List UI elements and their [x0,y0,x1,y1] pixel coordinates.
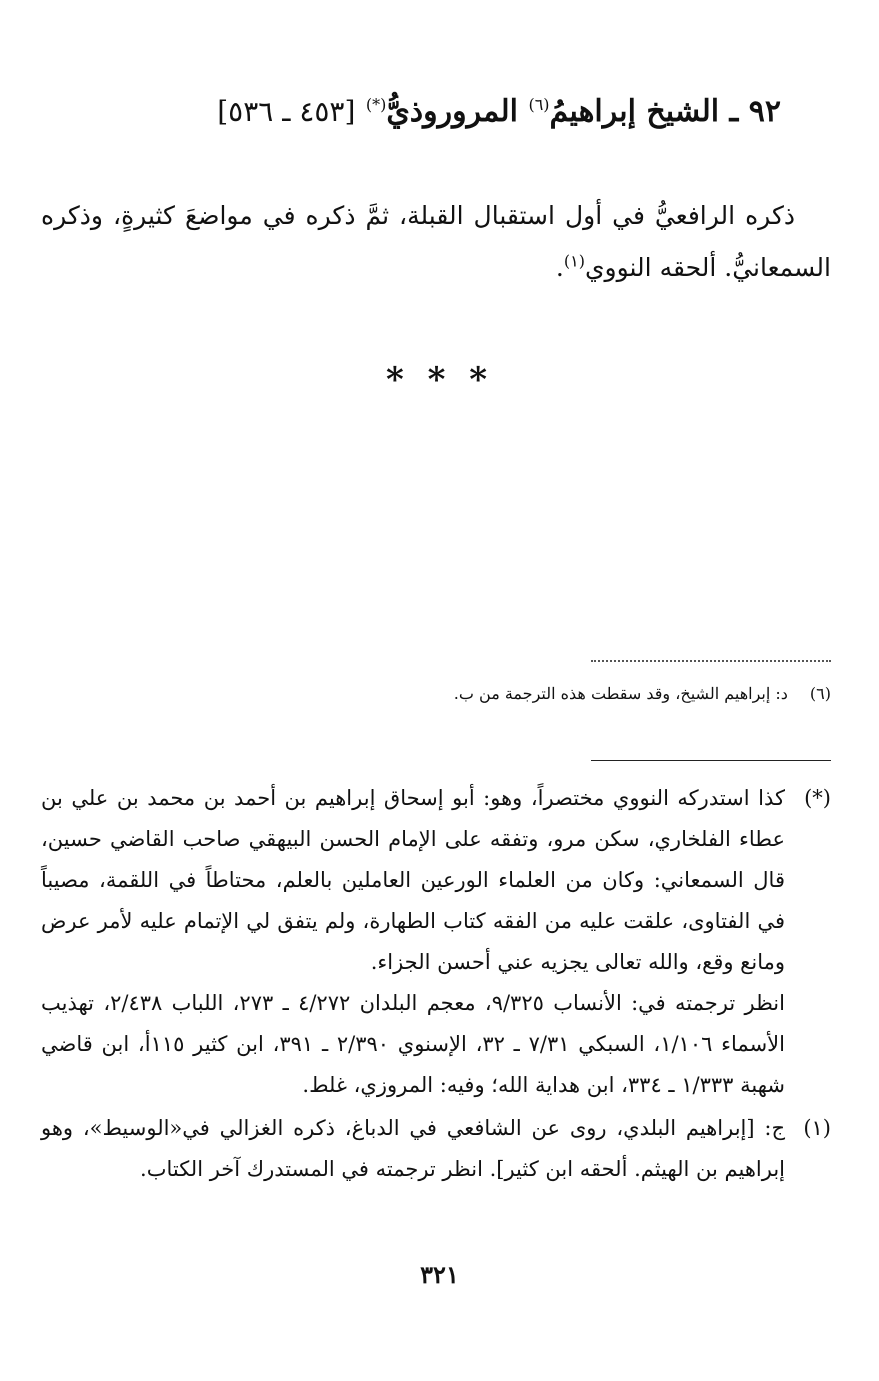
entry-body-text: ذكره الرافعيُّ في أول استقبال القبلة، ثمَّ ذكره في مواضعَ كثيرةٍ، وذكره السمعانيُّ. ألحقه النووي [41,201,831,282]
footnotes-divider [591,760,831,761]
footnote-paragraph: كذا استدركه النووي مختصراً، وهو: أبو إسحاق إبراهيم بن أحمد بن محمد بن علي بن عطاء الفلخاري، سكن مرو، وتفقه على الإمام الحسن البيهقي صاحب القاضي حسين، قال السمعاني: وكان من العلماء الورعين العاملين بالعلم، محتاطاً في اللقمة، مصيباً في الفتاوى، علقت عليه من الفقه كتاب الطهارة، ولم يتفق لي الإتمام عليه لأمر عرض ومانع وقع، والله تعالى يجزيه عني أحسن الجزاء. [41,786,785,974]
entry-name: الشيخ إبراهيمُ [549,94,720,129]
entry-name-footnote-ref: (٦) [528,95,550,114]
variant-footnote-text: د: إبراهيم الشيخ، وقد سقطت هذه الترجمة من ب. [453,684,788,703]
footnote-paragraph: انظر ترجمته في: الأنساب ٩/٣٢٥، معجم البلدان ٤/٢٧٢ ـ ٢٧٣، اللباب ٢/٤٣٨، تهذيب الأسماء ١/١٠٦، السبكي ٧/٣١ ـ ٣٢، الإسنوي ٢/٣٩٠ ـ ٣٩١، ابن كثير ١١٥أ، ابن قاضي شهبة ١/٣٣٣ ـ ٣٣٤، ابن هداية الله؛ وفيه: المروزي، غلط. [41,991,785,1097]
entry-nisba: المروروذيُّ [386,94,518,129]
variant-footnote-mark: (٦) [809,684,831,703]
variant-footnote [41,680,831,708]
entry-dash: ـ [729,94,739,129]
page-number: ٣٢١ [420,1260,459,1289]
entry-body [41,190,831,294]
footnote-body [41,1108,785,1190]
footnotes [41,778,831,1192]
entry-nisba-footnote-ref: (*) [365,95,387,114]
variant-footnote-divider [591,660,831,662]
entry-body-footnote-ref: (١) [563,251,585,271]
entry-heading [91,92,781,131]
entry-body-end: . [555,253,564,282]
entry-number: ٩٢ [748,94,781,129]
footnote-paragraph: ج: [إبراهيم البلدي، روى عن الشافعي في الدباغ، ذكره الغزالي في«الوسيط»، وهو إبراهيم بن الهيثم. ألحقه ابن كثير]. انظر ترجمته في المستدرك آخر الكتاب. [41,1116,785,1181]
footnote-mark: (١) [803,1116,831,1140]
footnote-body [41,778,785,1106]
section-separator: * * * [385,360,493,400]
footnote-mark: (*) [804,786,831,810]
entry-dates: [٤٥٣ ـ ٥٣٦] [217,95,356,128]
footnote-one [41,1108,831,1190]
footnote-asterisk [41,778,831,1106]
